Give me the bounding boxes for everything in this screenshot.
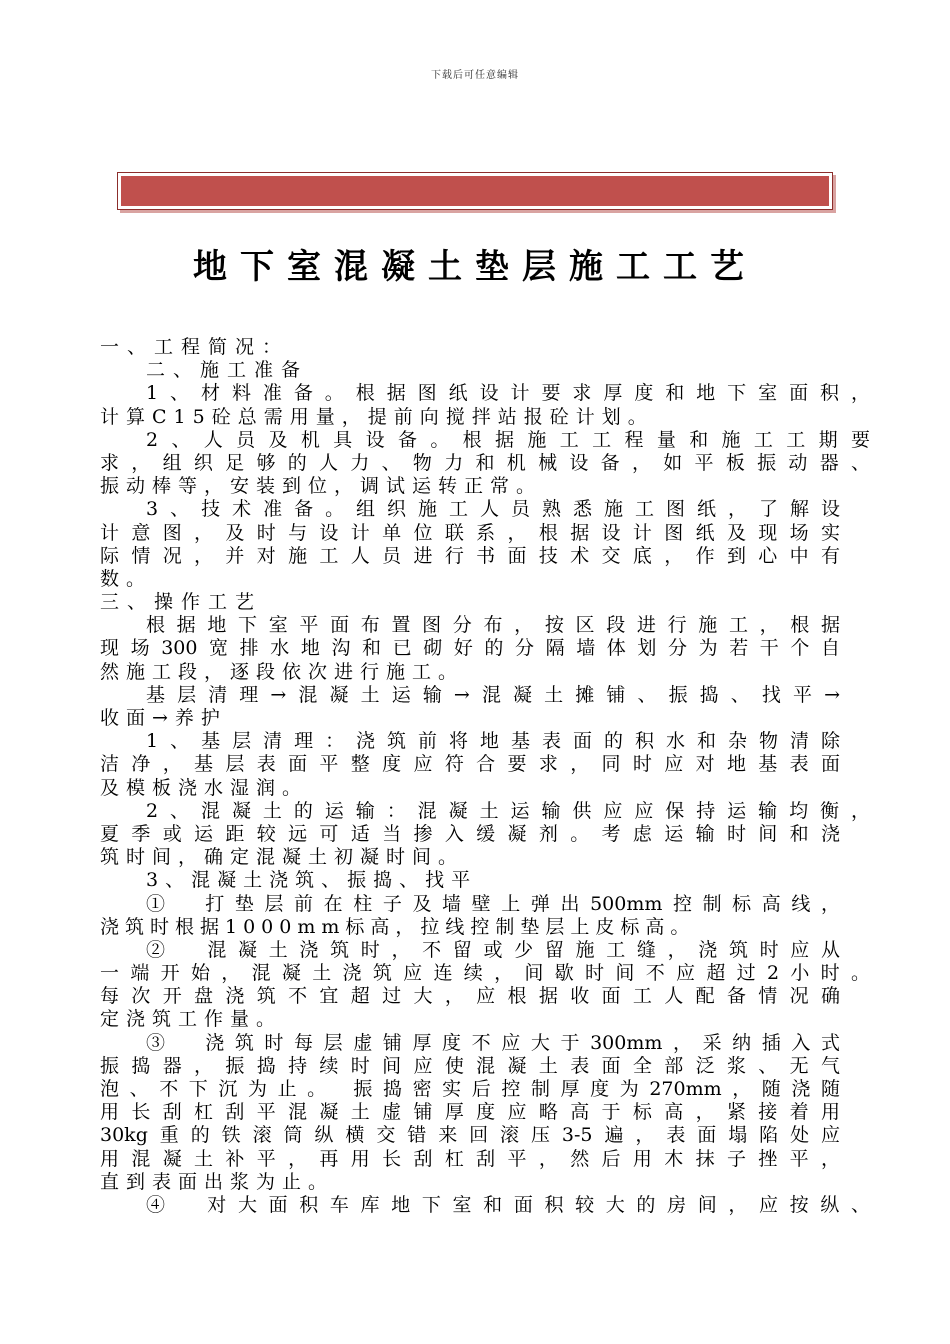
title-banner [117, 172, 833, 210]
section-heading: 二、施工准备 [146, 359, 309, 382]
paragraph-line: 1、基层清理：浇筑前将地基表面的积水和杂物清除 [146, 730, 840, 753]
paragraph-line: 及模板浇水湿润。 [100, 776, 309, 799]
paragraph-line: 现场300宽排水地沟和已砌好的分隔墙体划分为若干个自 [100, 637, 840, 660]
paragraph-line: 浇筑时根据1000mm标高，拉线控制垫层上皮标高。 [100, 915, 696, 938]
title-banner-fill [122, 177, 828, 205]
paragraph-line: 定浇筑工作量。 [100, 1008, 283, 1031]
paragraph-line: 筑时间，确定混凝土初凝时间。 [100, 846, 465, 869]
section-heading: 三、操作工艺 [100, 591, 263, 614]
paragraph-line: 泡、不下沉为止。 振捣密实后控制厚度为270mm，随浇随 [100, 1078, 840, 1100]
paragraph-line: 1、材料准备。根据图纸设计要求厚度和地下室面积， [146, 382, 870, 405]
section-heading: 一、工程简况： [100, 336, 290, 358]
paragraph-line: 然施工段，逐段依次进行施工。 [100, 660, 465, 683]
paragraph-line: 一端开始，混凝土浇筑应连续，间歇时间不应超过2小时。 [100, 962, 870, 985]
paragraph-line: 3、混凝土浇筑、振捣、找平 [146, 869, 478, 892]
paragraph-line: 计算C15砼总需用量，提前向搅拌站报砼计划。 [100, 405, 654, 428]
document-title: 地下室混凝土垫层施工工艺 [193, 247, 757, 287]
paragraph-line: 收面→养护 [100, 707, 227, 729]
paragraph-line: 用混凝土补平，再用长刮杠刮平，然后用木抹子挫平， [100, 1147, 840, 1170]
paragraph-line: 30kg重的铁滚筒纵横交错来回滚压3-5遍，表面塌陷处应 [100, 1124, 840, 1147]
header-note: 下载后可任意编辑 [431, 70, 519, 81]
paragraph-line: ③ 浇筑时每层虚铺厚度不应大于300mm，采纳插入式 [146, 1031, 840, 1054]
paragraph-line: 洁净，基层表面平整度应符合要求，同时应对地基表面 [100, 753, 840, 776]
paragraph-line: 每次开盘浇筑不宜超过大，应根据收面工人配备情况确 [100, 985, 840, 1008]
paragraph-line: 振捣器，振捣持续时间应使混凝土表面全部泛浆、无气 [100, 1054, 840, 1077]
paragraph-line: 根据地下室平面布置图分布，按区段进行施工，根据 [146, 614, 840, 637]
paragraph-line: 求，组织足够的人力、物力和机械设备，如平板振动器、 [100, 451, 870, 474]
paragraph-line: ② 混凝土浇筑时，不留或少留施工缝，浇筑时应从 [146, 938, 840, 961]
paragraph-line: ① 打垫层前在柱子及墙壁上弹出500mm控制标高线， [146, 892, 840, 915]
paragraph-line: 振动棒等，安装到位，调试运转正常。 [100, 475, 543, 498]
paragraph-line: 2、混凝土的运输：混凝土运输供应应保持运输均衡， [146, 799, 870, 822]
paragraph-line: 基层清理→混凝土运输→混凝土摊铺、振捣、找平→ [146, 683, 840, 706]
paragraph-line: 夏季或运距较远可适当掺入缓凝剂。考虑运输时间和浇 [100, 822, 840, 845]
paragraph-line: 际情况，并对施工人员进行书面技术交底，作到心中有 [100, 544, 840, 567]
document-body [100, 336, 870, 1217]
paragraph-line: 直到表面出浆为止。 [100, 1170, 335, 1193]
paragraph-line: 2、人员及机具设备。根据施工工程量和施工工期要 [146, 428, 870, 451]
paragraph-line: ④ 对大面积车库地下室和面积较大的房间，应按纵、 [146, 1193, 870, 1216]
paragraph-line: 3、技术准备。组织施工人员熟悉施工图纸，了解设 [146, 498, 840, 521]
paragraph-line: 计意图，及时与设计单位联系，根据设计图纸及现场实 [100, 521, 840, 544]
paragraph-line: 数。 [100, 567, 153, 590]
paragraph-line: 用长刮杠刮平混凝土虚铺厚度应略高于标高，紧接着用 [100, 1101, 840, 1124]
